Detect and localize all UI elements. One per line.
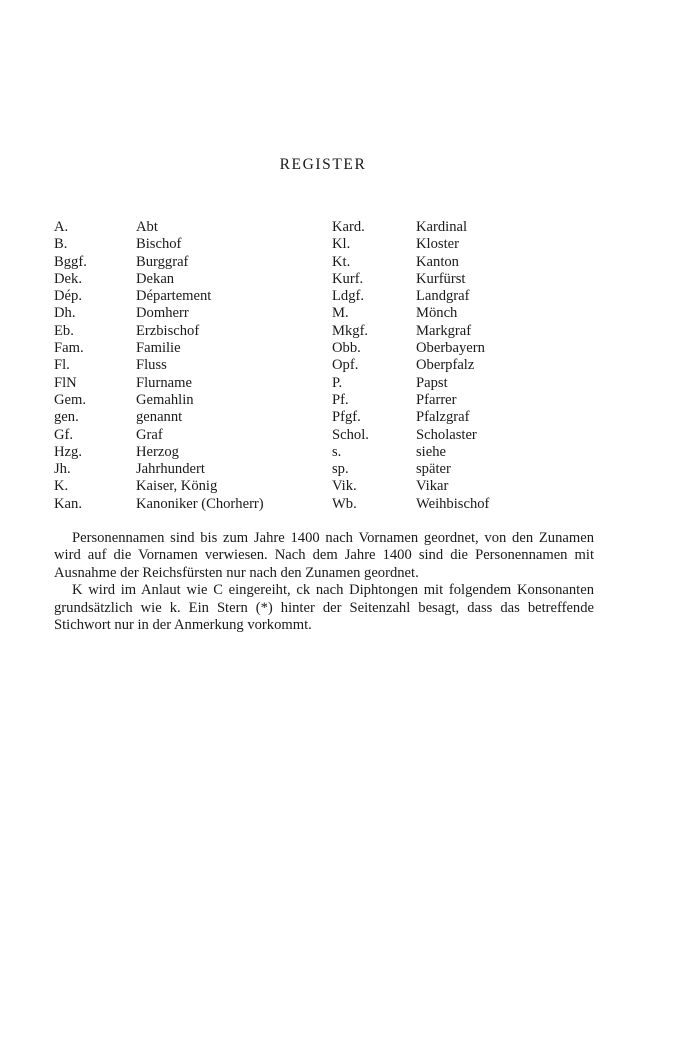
- abbreviation: Dh.: [54, 305, 76, 322]
- abbreviation: gen.: [54, 409, 79, 426]
- abbreviation: Obb.: [332, 340, 361, 357]
- notes-section: [54, 530, 594, 634]
- abbreviation-meaning: Kardinal: [416, 219, 468, 235]
- abbreviation-row: [54, 236, 614, 253]
- abbreviation-row: [54, 357, 614, 374]
- abbreviation-meaning: Kurfürst: [416, 270, 466, 287]
- abbreviation: Jh.: [54, 461, 71, 478]
- abbreviation: Schol.: [332, 426, 369, 443]
- abbreviation: Dek.: [54, 270, 82, 287]
- abbreviation-row: [54, 305, 614, 322]
- abbreviation-meaning: Kanoniker (Chorherr): [136, 495, 264, 512]
- note-paragraph: K wird im Anlaut wie C eingereiht, ck nach Diphtongen mit folgendem Konsonanten grundsätzlich wie k. Ein Stern (*) hinter der Seitenzahl besagt, dass das betreffende Stichwort nur in der Anmerkung vorkommt.: [54, 582, 594, 634]
- abbreviation-meaning: Erzbischof: [136, 322, 200, 339]
- abbreviation-meaning: später: [416, 461, 451, 478]
- abbreviation-row: [54, 323, 614, 340]
- abbreviation-meaning: Herzog: [136, 443, 179, 460]
- abbreviation: Opf.: [332, 357, 359, 374]
- abbreviation-meaning: genannt: [136, 409, 183, 426]
- abbreviation: s.: [332, 443, 342, 460]
- abbreviation-meaning: Weihbischof: [416, 495, 490, 512]
- abbreviation-meaning: Fluss: [136, 357, 167, 374]
- abbreviation: Hzg.: [54, 443, 82, 460]
- abbreviation-meaning: Graf: [136, 426, 163, 443]
- abbreviation-meaning: Pfalzgraf: [416, 409, 470, 426]
- abbreviation-row: [54, 392, 614, 409]
- abbreviation: Fam.: [54, 340, 84, 357]
- note-paragraph: Personennamen sind bis zum Jahre 1400 nach Vornamen geordnet, von den Zunamen wird auf die Vornamen verwiesen. Nach dem Jahre 1400 sind die Personennamen mit Ausnahme der Reichsfürsten nur nach den Zunamen geordnet.: [54, 530, 594, 581]
- abbreviation: A.: [54, 219, 69, 235]
- abbreviation: Eb.: [54, 322, 74, 339]
- abbreviation-meaning: Papst: [416, 374, 448, 391]
- abbreviation: Kan.: [54, 495, 82, 512]
- abbreviation: Bggf.: [54, 253, 87, 270]
- abbreviation-meaning: Vikar: [416, 478, 449, 495]
- abbreviation: Dép.: [54, 288, 82, 305]
- abbreviation-meaning: Pfarrer: [416, 391, 457, 408]
- abbreviation-meaning: Familie: [136, 340, 181, 357]
- abbreviation-meaning: Mönch: [416, 305, 458, 322]
- abbreviation-meaning: Bischof: [136, 236, 182, 253]
- abbreviation-meaning: Oberbayern: [416, 340, 485, 357]
- abbreviation-meaning: Kanton: [416, 253, 459, 270]
- abbreviation-meaning: Markgraf: [416, 322, 472, 339]
- abbreviation: Vik.: [332, 478, 357, 495]
- abbreviation: sp.: [332, 461, 349, 478]
- abbreviation-meaning: Oberpfalz: [416, 357, 475, 374]
- abbreviation-meaning: Abt: [136, 219, 158, 235]
- abbreviation: Fl.: [54, 357, 70, 374]
- abbreviation-meaning: Kaiser, König: [136, 478, 218, 495]
- abbreviation: Mkgf.: [332, 322, 369, 339]
- page-title: REGISTER: [279, 156, 367, 173]
- abbreviation: M.: [332, 305, 349, 322]
- abbreviation-row: [54, 461, 614, 478]
- abbreviation: B.: [54, 236, 68, 253]
- abbreviation-row: [54, 254, 614, 271]
- abbreviation: Wb.: [332, 495, 357, 512]
- abbreviation-meaning: Scholaster: [416, 426, 477, 443]
- abbreviation-row: [54, 409, 614, 426]
- abbreviation-meaning: siehe: [416, 443, 446, 460]
- abbreviation: Kurf.: [332, 270, 364, 287]
- abbreviation-meaning: Landgraf: [416, 288, 470, 305]
- abbreviation-meaning: Département: [136, 288, 212, 305]
- abbreviation-meaning: Domherr: [136, 305, 189, 322]
- abbreviation-list: [54, 219, 614, 513]
- abbreviation-row: [54, 478, 614, 495]
- abbreviation-row: [54, 271, 614, 288]
- abbreviation: Gf.: [54, 426, 74, 443]
- abbreviation: Ldgf.: [332, 288, 365, 305]
- abbreviation: FlN: [54, 374, 77, 391]
- abbreviation-row: [54, 288, 614, 305]
- abbreviation-row: [54, 375, 614, 392]
- abbreviation-meaning: Jahrhundert: [136, 461, 205, 478]
- abbreviation-row: [54, 427, 614, 444]
- abbreviation: Kt.: [332, 253, 351, 270]
- abbreviation: K.: [54, 478, 69, 495]
- abbreviation: Pf.: [332, 391, 349, 408]
- abbreviation: Kard.: [332, 219, 365, 235]
- abbreviation-row: [54, 444, 614, 461]
- abbreviation: Pfgf.: [332, 409, 361, 426]
- abbreviation-meaning: Gemahlin: [136, 391, 194, 408]
- abbreviation-row: [54, 219, 614, 236]
- abbreviation-meaning: Dekan: [136, 270, 175, 287]
- abbreviation: P.: [332, 374, 343, 391]
- abbreviation-row: [54, 496, 614, 513]
- abbreviation-row: [54, 340, 614, 357]
- abbreviation-meaning: Flurname: [136, 374, 192, 391]
- abbreviation: Gem.: [54, 391, 87, 408]
- abbreviation-meaning: Kloster: [416, 236, 459, 253]
- abbreviation-meaning: Burggraf: [136, 253, 189, 270]
- abbreviation: Kl.: [332, 236, 351, 253]
